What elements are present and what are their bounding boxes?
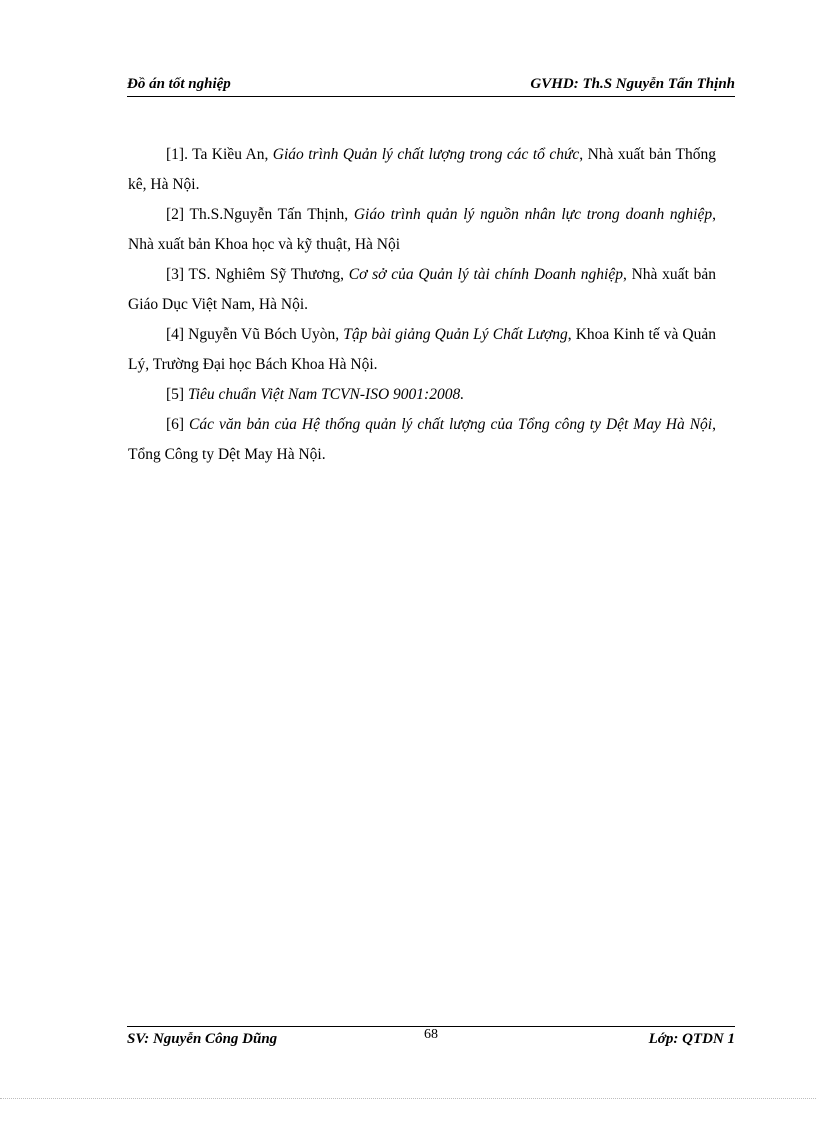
reference-title: Giáo trình Quản lý chất lượng trong các tổ chức bbox=[272, 146, 580, 163]
reference-title: Tập bài giảng Quản Lý Chất Lượng bbox=[343, 326, 568, 343]
reference-list bbox=[128, 140, 716, 470]
footer-class: Lớp: QTDN 1 bbox=[648, 1031, 735, 1047]
reference-title: Tiêu chuẩn Việt Nam TCVN-ISO 9001:2008. bbox=[187, 386, 465, 403]
reference-item-4 bbox=[128, 320, 716, 380]
reference-item-3 bbox=[128, 260, 716, 320]
header-supervisor: GVHD: Th.S Nguyễn Tấn Thịnh bbox=[530, 76, 735, 92]
reference-item-1 bbox=[128, 140, 716, 200]
reference-prefix: [1]. Ta Kiều An, bbox=[166, 146, 273, 163]
reference-prefix: [2] Th.S.Nguyễn Tấn Thịnh, bbox=[166, 206, 354, 223]
reference-prefix: [6] bbox=[166, 416, 190, 433]
reference-item-2 bbox=[128, 200, 716, 260]
reference-prefix: [4] Nguyễn Vũ Bóch Uyòn, bbox=[166, 326, 344, 343]
reference-prefix: [3] TS. Nghiêm Sỹ Thương, bbox=[166, 266, 349, 283]
page-number: 68 bbox=[424, 1027, 438, 1042]
reference-title: Cơ sở của Quản lý tài chính Doanh nghiệp bbox=[348, 266, 623, 283]
page-bottom-divider bbox=[0, 1098, 816, 1099]
reference-title: Các văn bản của Hệ thống quản lý chất lượng của Tổng công ty Dệt May Hà Nội bbox=[189, 416, 713, 433]
reference-title: Giáo trình quản lý nguồn nhân lực trong doanh nghiệp bbox=[353, 206, 713, 223]
reference-suffix: , Khoa Kinh tế và Quản Lý, Trường Đại học Bách Khoa Hà Nội. bbox=[128, 326, 716, 373]
footer-student-name: SV: Nguyễn Công Dũng bbox=[127, 1031, 278, 1047]
reference-suffix: , Tổng Công ty Dệt May Hà Nội. bbox=[128, 416, 716, 463]
reference-item-5 bbox=[128, 380, 716, 410]
reference-prefix: [5] bbox=[166, 386, 188, 403]
page-header bbox=[127, 76, 735, 97]
reference-suffix: , Nhà xuất bản Thống kê, Hà Nội. bbox=[128, 146, 717, 193]
reference-suffix: , Nhà xuất bản Khoa học và kỹ thuật, Hà Nội bbox=[128, 206, 716, 253]
header-project-title: Đồ án tốt nghiệp bbox=[127, 76, 231, 92]
reference-suffix: , Nhà xuất bản Giáo Dục Việt Nam, Hà Nội. bbox=[128, 266, 717, 313]
reference-item-6 bbox=[128, 410, 716, 470]
page-footer bbox=[127, 1026, 735, 1051]
